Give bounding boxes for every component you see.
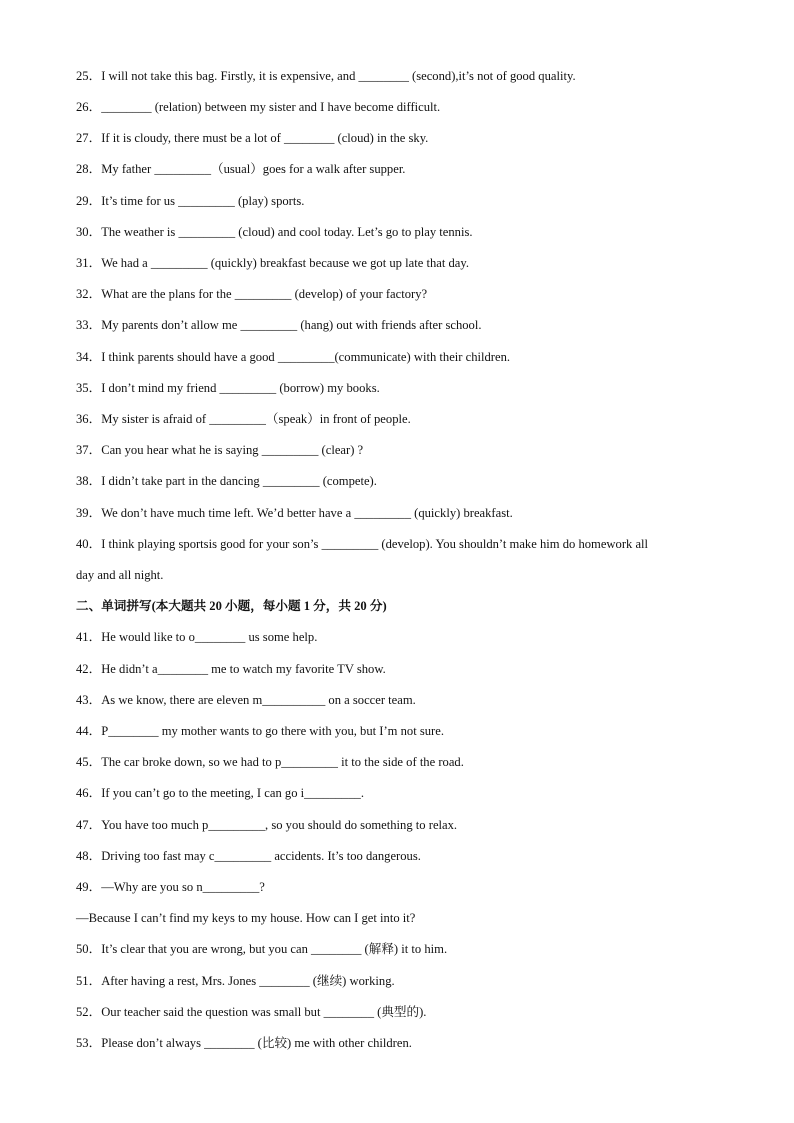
- question-39: 39．We don’t have much time left. We’d better have a _________ (quickly) breakfast.: [76, 506, 513, 520]
- question-27: 27．If it is cloudy, there must be a lot of ________ (cloud) in the sky.: [76, 131, 429, 145]
- question-34: 34．I think parents should have a good _________(communicate) with their children.: [76, 350, 511, 364]
- question-52: 52．Our teacher said the question was small but ________ (典型的).: [76, 1005, 427, 1019]
- question-28: 28．My father _________（usual）goes for a walk after supper.: [76, 162, 406, 176]
- question-49: 49．—Why are you so n_________?: [76, 880, 265, 894]
- question-40-continuation: day and all night.: [76, 568, 164, 582]
- question-51: 51．After having a rest, Mrs. Jones ________ (继续) working.: [76, 974, 395, 988]
- question-35: 35．I don’t mind my friend _________ (borrow) my books.: [76, 381, 380, 395]
- question-38: 38．I didn’t take part in the dancing _________ (compete).: [76, 474, 377, 488]
- question-36: 36．My sister is afraid of _________（speak）in front of people.: [76, 412, 411, 426]
- question-31: 31．We had a _________ (quickly) breakfast because we got up late that day.: [76, 256, 469, 270]
- question-40: 40．I think playing sportsis good for your son’s _________ (develop). You shouldn’t make him do homework all: [76, 537, 649, 551]
- question-30: 30．The weather is _________ (cloud) and cool today. Let’s go to play tennis.: [76, 225, 473, 239]
- question-33: 33．My parents don’t allow me _________ (hang) out with friends after school.: [76, 318, 482, 332]
- question-42: 42．He didn’t a________ me to watch my favorite TV show.: [76, 662, 386, 676]
- question-50: 50．It’s clear that you are wrong, but you can ________ (解释) it to him.: [76, 942, 448, 956]
- question-53: 53．Please don’t always ________ (比较) me with other children.: [76, 1036, 412, 1050]
- question-48: 48．Driving too fast may c_________ accidents. It’s too dangerous.: [76, 849, 421, 863]
- question-26: 26．________ (relation) between my sister and I have become difficult.: [76, 100, 441, 114]
- question-29: 29．It’s time for us _________ (play) sports.: [76, 194, 305, 208]
- question-46: 46．If you can’t go to the meeting, I can go i_________.: [76, 786, 364, 800]
- question-49-answer: —Because I can’t find my keys to my house. How can I get into it?: [76, 911, 416, 925]
- question-41: 41．He would like to o________ us some help.: [76, 630, 318, 644]
- question-37: 37．Can you hear what he is saying _________ (clear) ?: [76, 443, 364, 457]
- question-25: 25．I will not take this bag. Firstly, it is expensive, and ________ (second),it’s not of good quality.: [76, 69, 576, 83]
- section-two-heading: 二、单词拼写(本大题共 20 小题，每小题 1 分，共 20 分): [76, 599, 387, 613]
- question-44: 44．P________ my mother wants to go there with you, but I’m not sure.: [76, 724, 444, 738]
- question-45: 45．The car broke down, so we had to p_________ it to the side of the road.: [76, 755, 464, 769]
- question-43: 43．As we know, there are eleven m__________ on a soccer team.: [76, 693, 416, 707]
- question-47: 47．You have too much p_________, so you should do something to relax.: [76, 818, 458, 832]
- question-32: 32．What are the plans for the _________ (develop) of your factory?: [76, 287, 428, 301]
